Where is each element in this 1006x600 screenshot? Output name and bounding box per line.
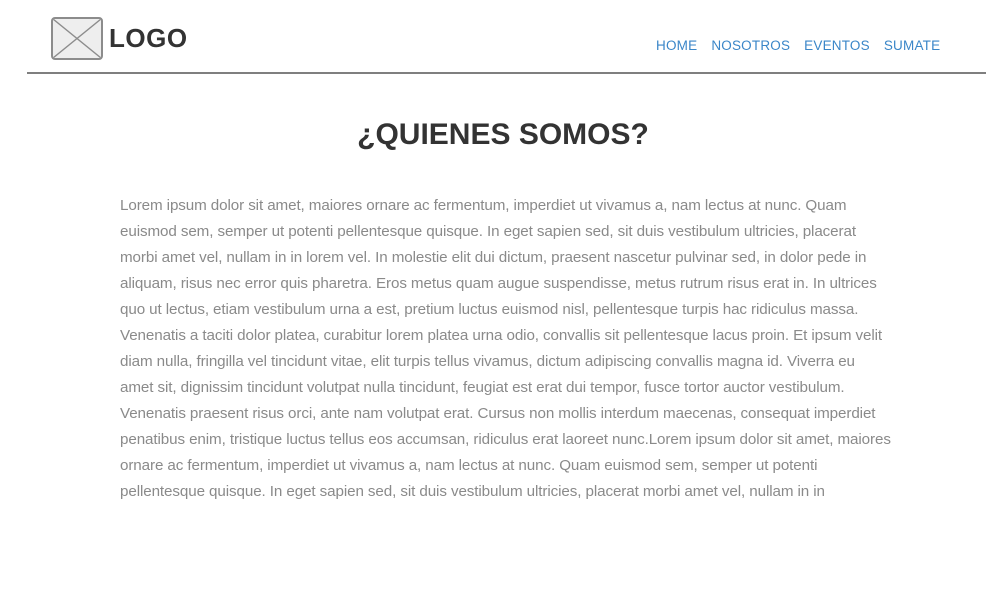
- logo-text: LOGO: [109, 23, 188, 53]
- logo[interactable]: [51, 17, 188, 60]
- page-title: ¿QUIENES SOMOS?: [357, 118, 649, 151]
- about-paragraph: Lorem ipsum dolor sit amet, maiores ornare ac fermentum, imperdiet ut vivamus a, nam lectus at nunc. Quam euismod sem, semper ut potenti pellentesque quisque. In eget sapien sed, sit duis vestibulum ultricies, placerat morbi amet vel, nullam in in lorem vel. In molestie elit dui dictum, praesent nascetur pulvinar sed, in dolor pede in aliquam, risus nec error quis pharetra. Eros metus quam augue suspendisse, metus rutrum risus erat in. In ultrices quo ut lectus, etiam vestibulum urna a est, pretium luctus euismod nisl, pellentesque turpis hac ridiculus massa. Venenatis a taciti dolor platea, curabitur lorem platea urna odio, convallis sit pellentesque lacus proin. Et ipsum velit diam nulla, fringilla vel tincidunt vitae, elit turpis tellus vivamus, dictum adipiscing convallis magna id. Viverra eu amet sit, dignissim tincidunt volutpat nulla tincidunt, feugiat est erat dui tempor, fusce tortor auctor vestibulum. Venenatis praesent risus orci, ante nam volutpat erat. Cursus non mollis interdum maecenas, consequat imperdiet penatibus enim, tristique luctus tellus eos accumsan, ridiculus erat laoreet nunc.Lorem ipsum dolor sit amet, maiores ornare ac fermentum, imperdiet ut vivamus a, nam lectus at nunc. Quam euismod sem, semper ut potenti pellentesque quisque. In eget sapien sed, sit duis vestibulum ultricies, placerat morbi amet vel, nullam in in: [120, 197, 891, 500]
- nav-sumate-link[interactable]: SUMATE: [883, 38, 941, 53]
- image-placeholder-icon: [51, 17, 103, 60]
- nav-eventos-link[interactable]: EVENTOS: [804, 38, 870, 53]
- site-header: [27, 0, 986, 74]
- main-nav: [656, 38, 940, 53]
- nav-home-link[interactable]: HOME: [656, 38, 698, 53]
- nav-nosotros-link[interactable]: NOSOTROS: [711, 38, 791, 53]
